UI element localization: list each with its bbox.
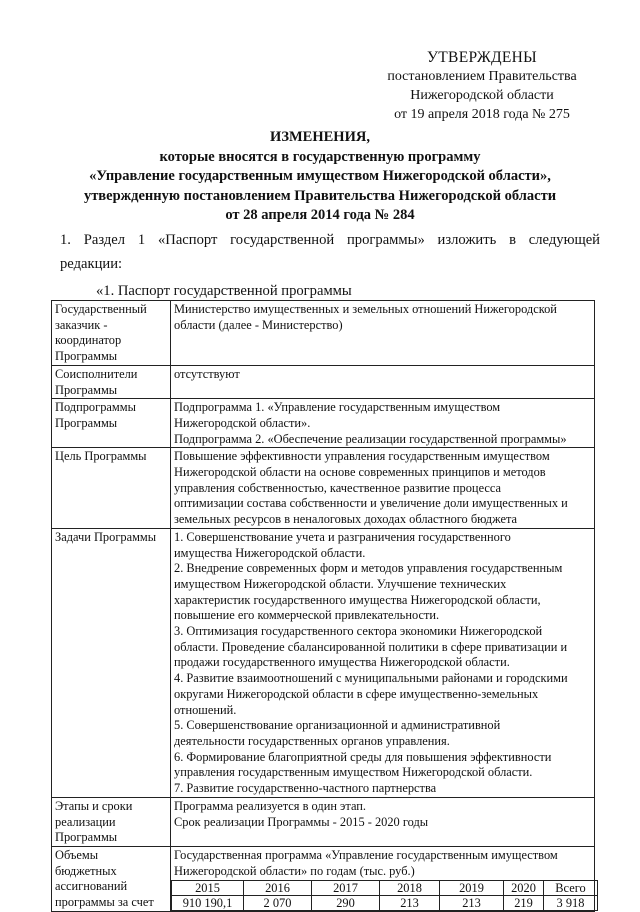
year-2019: 2019 — [440, 881, 504, 896]
row-subprograms — [52, 399, 595, 448]
title-line-3: «Управление государственным имуществом Нижегородской области», — [89, 168, 551, 184]
amount-2015: 910 190,1 — [172, 896, 244, 911]
title-line-4: утвержденную постановлением Правительства Нижегородской области — [83, 187, 557, 204]
label-customer: Государственный заказчик - координатор Программы — [52, 301, 171, 366]
passport-heading: «1. Паспорт государственной программы — [96, 283, 352, 299]
approval-block — [372, 48, 592, 124]
amount-2019: 213 — [440, 896, 504, 911]
approval-line-2: Нижегородской области — [410, 88, 554, 103]
amount-total: 3 918 — [544, 896, 598, 911]
amount-2016: 2 070 — [244, 896, 312, 911]
row-funding — [52, 846, 595, 911]
value-goal: Повышение эффективности управления государственным имуществом Нижегородской области на основе современных принципов и методов управления собственностью, качественное развитие процесса оптимизации состава собственности и увеличение доли имущественных и земельных ресурсов в неналоговых доходах областного бюджета — [171, 448, 595, 529]
year-2017: 2017 — [312, 881, 380, 896]
value-customer: Министерство имущественных и земельных отношений Нижегородской области (далее - Министерство) — [171, 301, 595, 366]
label-goal: Цель Программы — [52, 448, 171, 529]
row-tasks — [52, 528, 595, 797]
amount-2017: 290 — [312, 896, 380, 911]
label-subprograms: Подпрограммы Программы — [52, 399, 171, 448]
years-header-row — [172, 881, 598, 896]
year-2015: 2015 — [172, 881, 244, 896]
approval-heading: УТВЕРЖДЕНЫ — [427, 49, 537, 66]
row-coexecutors — [52, 365, 595, 398]
amounts-row — [172, 896, 598, 911]
amount-2018: 213 — [380, 896, 440, 911]
label-coexecutors: Соисполнители Программы — [52, 365, 171, 398]
funding-years-table — [171, 880, 598, 911]
year-2016: 2016 — [244, 881, 312, 896]
row-customer — [52, 301, 595, 366]
value-funding: Государственная программа «Управление государственным имуществом Нижегородской области» по годам (тыс. руб.) 2015 2016 2017 2018 2019 2020 Всего 910 190,1 2 070 290 213 213 219 3 918 — [171, 846, 595, 911]
title-line-5: от 28 апреля 2014 года № 284 — [225, 207, 415, 223]
year-2018: 2018 — [380, 881, 440, 896]
approval-line-3: от 19 апреля 2018 года № 275 — [394, 107, 570, 122]
paragraph-1-end: редакции: — [60, 256, 123, 272]
year-total: Всего — [544, 881, 598, 896]
value-stages: Программа реализуется в один этап. Срок реализации Программы - 2015 - 2020 годы — [171, 797, 595, 846]
paragraph-1: 1. Раздел 1 «Паспорт государственной программы» изложить в следующей — [60, 232, 600, 248]
document-title — [40, 128, 600, 226]
title-line-1: ИЗМЕНЕНИЯ, — [270, 129, 370, 145]
value-tasks: 1. Совершенствование учета и разграничения государственного имущества Нижегородской области. 2. Внедрение современных форм и методов управления государственным имуществом Нижегородской области. Улучшение технических характеристик государственного имущества Нижегородской области, повышение его коммерческой привлекательности. 3. Оптимизация государственного сектора экономики Нижегородской области. Проведение сбалансированной политики в сфере приватизации и продажи государственного имущества Нижегородской области. 4. Развитие взаимоотношений с муниципальными районами и городскими округами Нижегородской области в сфере имущественно-земельных отношений. 5. Совершенствование организационной и административной деятельности государственных органов управления. 6. Формирование благоприятной среды для повышения эффективности управления государственным имуществом Нижегородской области. 7. Развитие государственно-частного партнерства — [171, 528, 595, 797]
row-stages — [52, 797, 595, 846]
year-2020: 2020 — [504, 881, 544, 896]
value-coexecutors: отсутствуют — [171, 365, 595, 398]
label-tasks: Задачи Программы — [52, 528, 171, 797]
title-line-2: которые вносятся в государственную программу — [159, 148, 481, 165]
row-goal — [52, 448, 595, 529]
value-subprograms: Подпрограмма 1. «Управление государственным имуществом Нижегородской области». Подпрограмма 2. «Обеспечение реализации государственной программы» — [171, 399, 595, 448]
label-funding: Объемы бюджетных ассигнований программы за счет — [52, 846, 171, 911]
approval-line-1: постановлением Правительства — [387, 69, 577, 84]
amount-2020: 219 — [504, 896, 544, 911]
passport-table — [51, 300, 595, 912]
label-stages: Этапы и сроки реализации Программы — [52, 797, 171, 846]
